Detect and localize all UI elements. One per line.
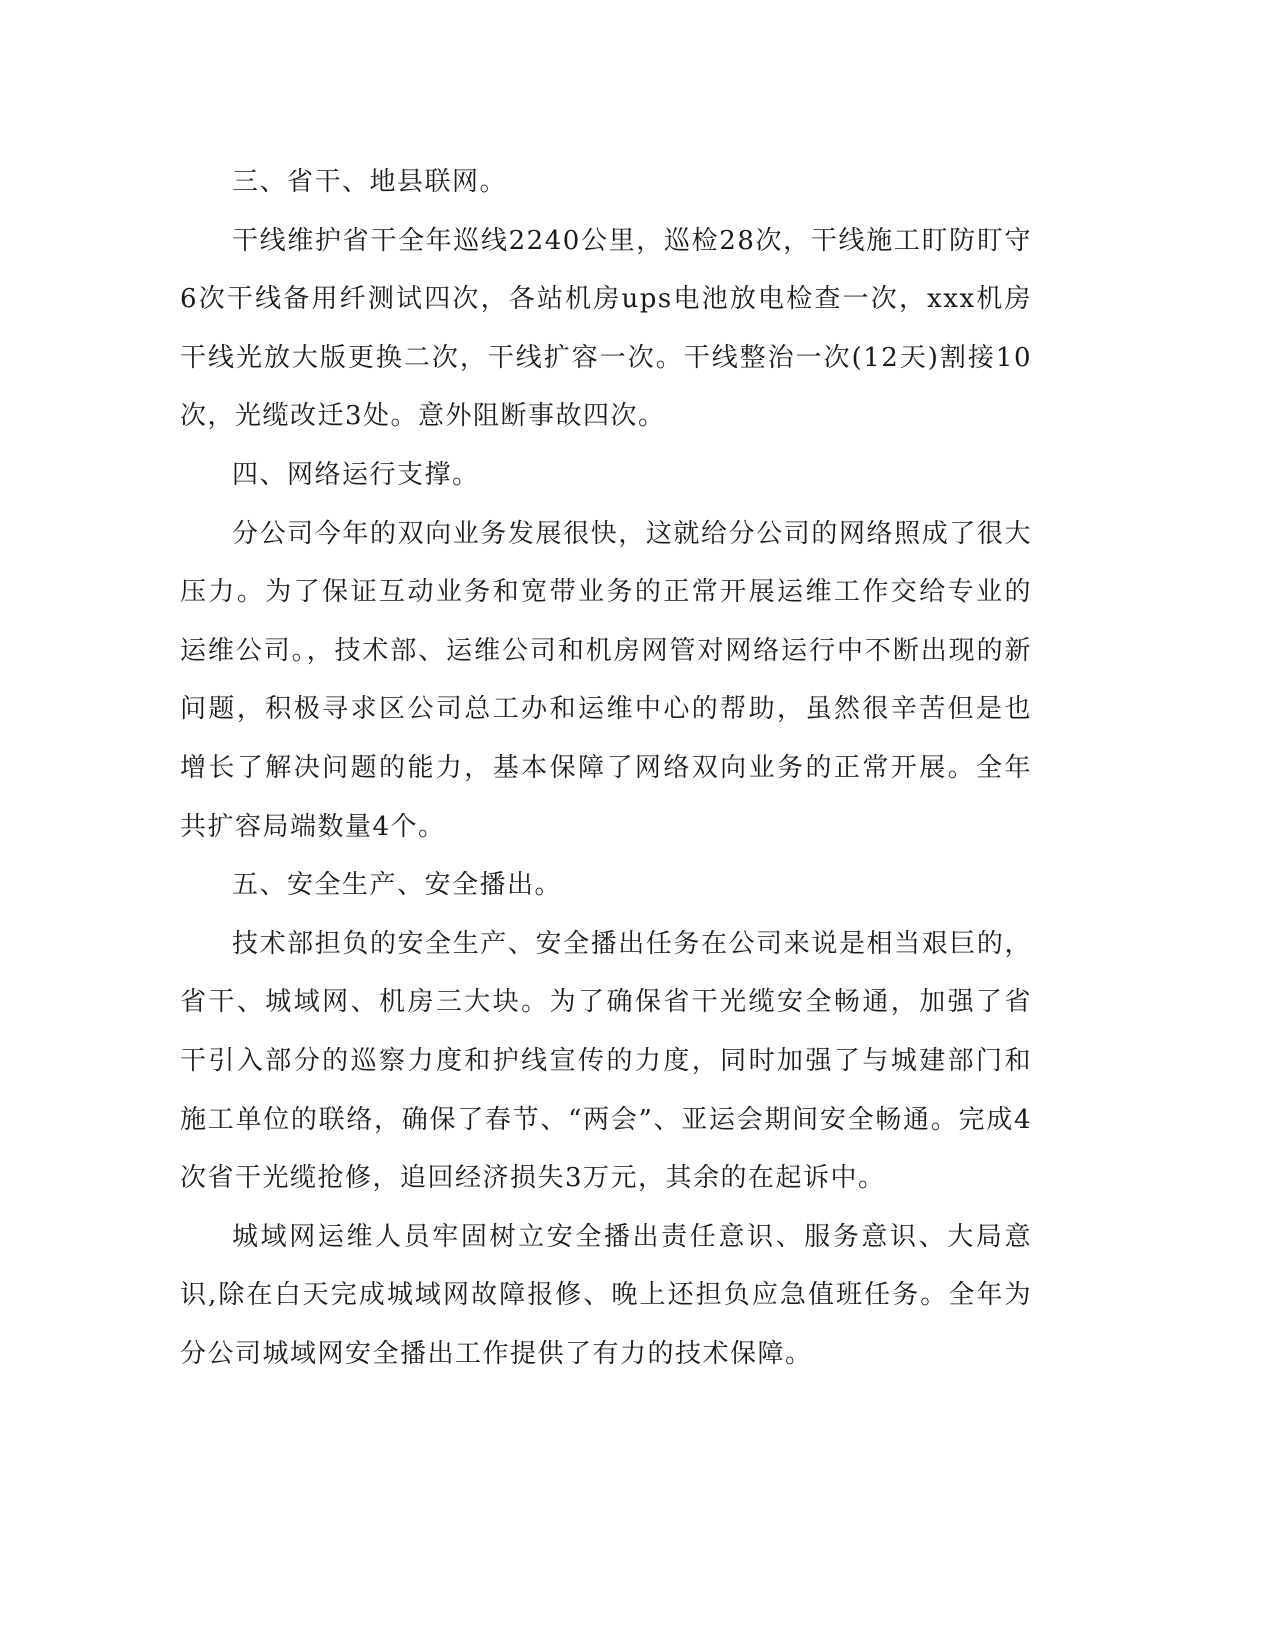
paragraph-metro-network: 城域网运维人员牢固树立安全播出责任意识、服务意识、大局意识,除在白天完成城域网故障报修、晚上还担负应急值班任务。全年为分公司城域网安全播出工作提供了有力的技术保障。	[180, 1221, 1032, 1369]
document-page	[180, 153, 1032, 1383]
paragraph-safety-production: 技术部担负的安全生产、安全播出任务在公司来说是相当艰巨的，省干、城域网、机房三大块。为了确保省干光缆安全畅通，加强了省干引入部分的巡察力度和护线宣传的力度，同时加强了与城建部门和施工单位的联络，确保了春节、“两会”、亚运会期间安全畅通。完成4次省干光缆抢修，追回经济损失3万元，其余的在起诉中。	[180, 928, 1032, 1194]
section-heading-3: 三、省干、地县联网。	[232, 167, 508, 197]
paragraph-network-support: 分公司今年的双向业务发展很快，这就给分公司的网络照成了很大压力。为了保证互动业务和宽带业务的正常开展运维工作交给专业的运维公司。，技术部、运维公司和机房网管对网络运行中不断出现的新问题，积极寻求区公司总工办和运维中心的帮助，虽然很辛苦但是也增长了解决问题的能力，基本保障了网络双向业务的正常开展。全年共扩容局端数量4个。	[180, 518, 1032, 842]
section-heading-4: 四、网络运行支撑。	[232, 459, 480, 490]
section-heading-5: 五、安全生产、安全播出。	[232, 870, 563, 901]
paragraph-trunk-maintenance: 干线维护省干全年巡线2240公里，巡检28次，干线施工盯防盯守6次干线备用纤测试四次，各站机房ups电池放电检查一次，xxx机房干线光放大版更换二次，干线扩容一次。干线整治一次(12天)割接10次，光缆改迁3处。意外阻断事故四次。	[180, 225, 1032, 432]
